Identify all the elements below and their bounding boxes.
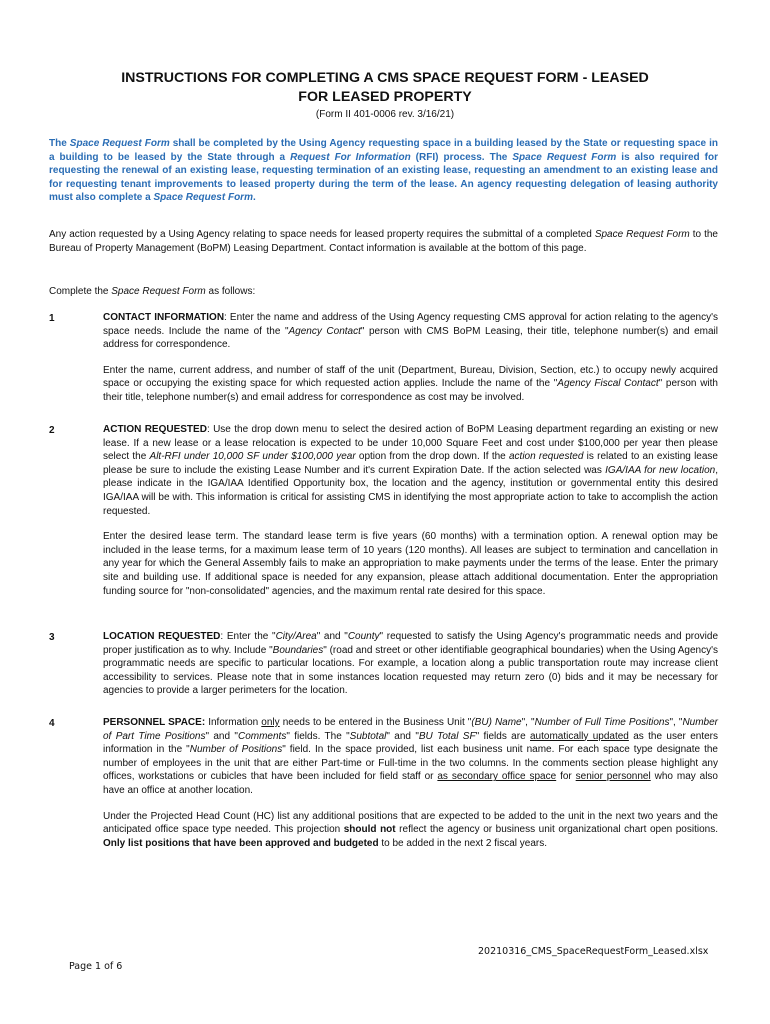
item-personnel-space: PERSONNEL SPACE: Information only needs to be entered in the Business Unit "(BU) Name", "Number of Full Time Positions", "Number of Part Time Positions" and "Comments" fields. The "Subtotal" and "BU Total SF" fields are automatically updated as the user enters information in the "Number of Positions" field. In the space provided, list each business unit name. For each space type designate the number of employees in the unit that are either Part-time or Full-time in the two columns. In the comments section please highlight any offices, workstations or cubicles that have been included for field staff or as secondary office space for senior personnel who may also have an office at another location. Under the Projected Head Count (HC) list any additional positions that are expected to be added to the unit in the next two years and the anticipated office space type needed. This projection should not reflect the agency or business unit organizational chart open positions. Only list positions that have been approved and budgeted to be added in the next 2 fiscal years.	[103, 717, 719, 849]
item-number-3: 3	[49, 632, 55, 643]
action-paragraph: Any action requested by a Using Agency relating to space needs for leased property requires the submittal of a completed Space Request Form to the Bureau of Property Management (BoPM) Leasing Department. Contact information is available at the bottom of this page.	[49, 229, 718, 254]
item-heading: CONTACT INFORMATION	[103, 312, 225, 323]
item-contact-information: CONTACT INFORMATION: Enter the name and address of the Using Agency requesting CMS approval for action relating to the agency's space needs. Include the name of the "Agency Contact" person with CMS BoPM Leasing, their title, telephone number(s) and email address for correspondence. Enter the name, current address, and number of staff of the unit (Department, Bureau, Division, Section, etc.) to occupy newly acquired space or occupying the existing space for which requested action applies. Include the name of the "Agency Fiscal Contact" person with their title, telephone number(s) and email address for correspondence as cost may be involved.	[103, 312, 718, 403]
item-heading: ACTION REQUESTED	[103, 424, 207, 435]
item-number-1: 1	[49, 313, 55, 324]
title-line-2: FOR LEASED PROPERTY	[298, 89, 472, 105]
item-heading: PERSONNEL SPACE:	[103, 717, 206, 728]
document-title	[60, 69, 710, 107]
title-line-1: INSTRUCTIONS FOR COMPLETING A CMS SPACE REQUEST FORM - LEASED	[121, 70, 649, 86]
item-number-4: 4	[49, 718, 55, 729]
footer-filename: 20210316_CMS_SpaceRequestForm_Leased.xlsx	[478, 946, 709, 957]
intro-paragraph: The Space Request Form shall be completed by the Using Agency requesting space in a building leased by the State or requesting space in a building to be leased by the State through a Request For Information (RFI) process. The Space Request Form is also required for requesting the renewal of an existing lease, requesting termination of an existing lease, requesting an amendment to an existing lease and for requesting tenant improvements to leased property during the term of the lease. An agency requesting delegation of leasing authority must also complete a Space Request Form.	[49, 138, 718, 204]
footer-page-number: Page 1 of 6	[69, 961, 123, 972]
item-heading: LOCATION REQUESTED	[103, 631, 221, 642]
item-number-2: 2	[49, 425, 55, 436]
complete-instruction: Complete the Space Request Form as follows:	[49, 286, 256, 297]
item-location-requested: LOCATION REQUESTED: Enter the "City/Area" and "County" requested to satisfy the Using Agency's programmatic needs and provide proper justification as to why. Include "Boundaries" (road and street or other identifiable geographical boundaries) when the Using Agency's programmatic needs are specific to particular locations. For example, a location along a public transportation route may increase client accessibility to services. Please note that in some instances location requested may return zero (0) bids and it may be necessary for agencies to provide a larger perimeters for the location.	[103, 631, 719, 697]
item-action-requested: ACTION REQUESTED: Use the drop down menu to select the desired action of BoPM Leasing department regarding an existing or new lease. If a new lease or a lease relocation is expected to be under 10,000 Square Feet and cost under $100,000 per year then please select the Alt-RFI under 10,000 SF under $100,000 year option from the drop down. If the action requested is related to an existing lease please be sure to include the existing Lease Number and it's current Expiration Date. If the action selected was IGA/IAA for new location, please indicate in the IGA/IAA Identified Opportunity box, the location and the agency, institution or governmental entity this desired IGA/IAA will be with. This information is critical for assisting CMS in identifying the most appropriate action to take to accomplish the action requested. Enter the desired lease term. The standard lease term is five years (60 months) with a termination option. A renewal option may be included in the lease terms, for a maximum lease term of 10 years (120 months). All leases are subject to termination and cancellation in any year for which the General Assembly fails to make an appropriation to make payments under the terms of the lease. Enter the primary site and building use. If additional space is needed for any expansion, please attach additional documentation. Enter the appropriation funding source for "non-consolidated" agencies, and the maximum rental rate desired for this space.	[103, 424, 718, 597]
form-number: (Form II 401-0006 rev. 3/16/21)	[315, 109, 455, 120]
